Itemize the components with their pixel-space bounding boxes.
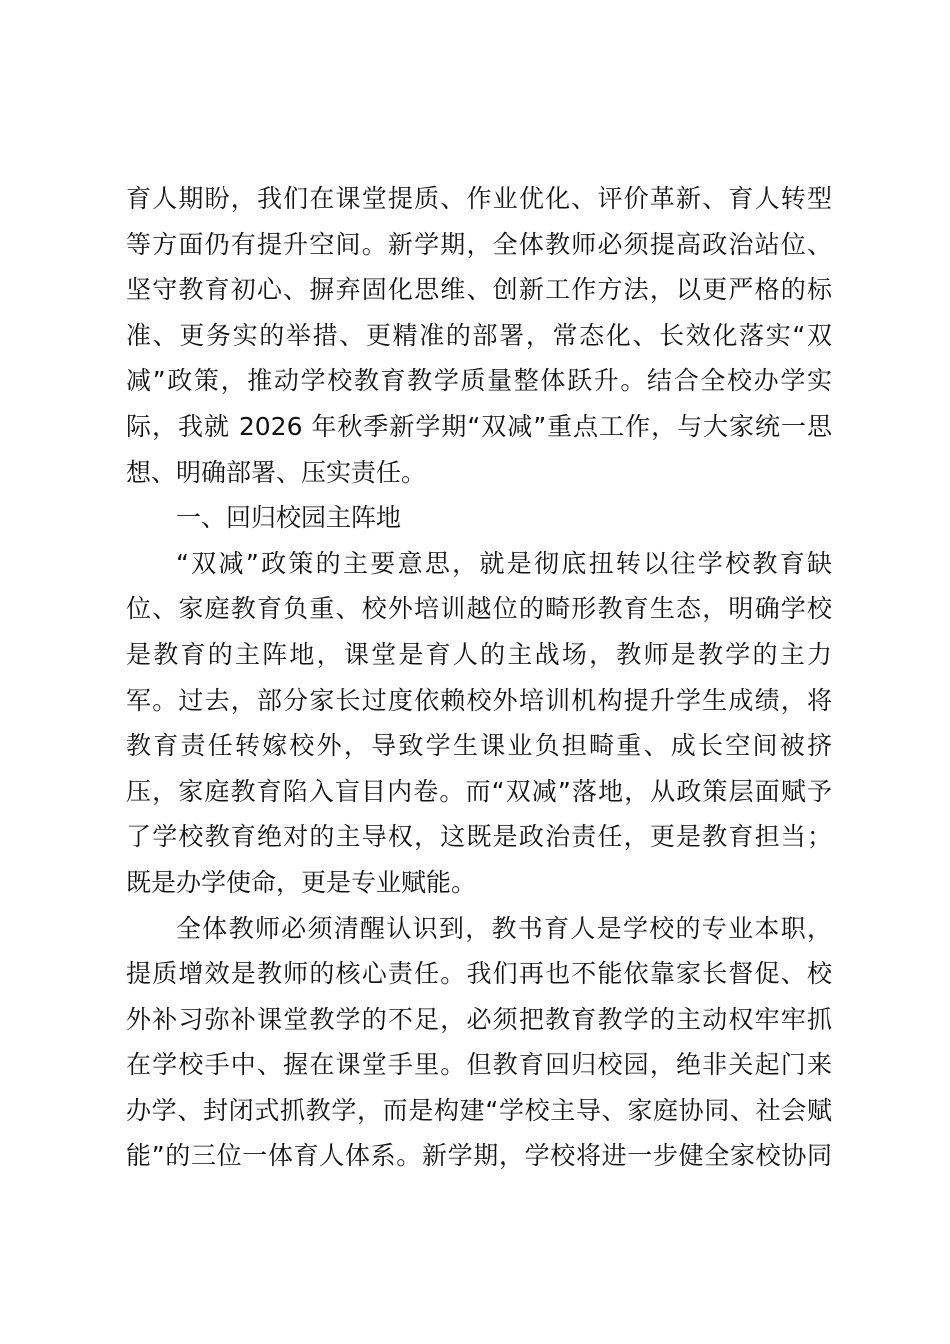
text-line: 在学校手中、握在课堂手里。但教育回归校园，绝非关起门来 [126, 1050, 832, 1080]
text-line: 提质增效是教师的核心责任。我们再也不能依靠家长督促、校 [126, 959, 832, 989]
text-line: 军。过去，部分家长过度依赖校外培训机构提升学生成绩，将 [126, 685, 832, 715]
text-line: 是教育的主阵地，课堂是育人的主战场，教师是教学的主力 [126, 639, 832, 669]
text-line: 位、家庭教育负重、校外培训越位的畸形教育生态，明确学校 [126, 594, 832, 624]
paragraph-1 [126, 176, 832, 495]
text-line: 育人期盼，我们在课堂提质、作业优化、评价革新、育人转型 [126, 184, 832, 213]
text-line: 压，家庭教育陷入盲目内卷。而“双减”落地，从政策层面赋予 [126, 776, 832, 806]
paragraph-2 [126, 541, 832, 906]
text-line: 办学、封闭式抓教学，而是构建“学校主导、家庭协同、社会赋 [126, 1095, 832, 1125]
text-line: 等方面仍有提升空间。新学期，全体教师必须提高政治站位、 [126, 229, 832, 259]
text-line: 既是办学使命，更是专业赋能。 [126, 867, 477, 897]
text-line: 教育责任转嫁校外，导致学生课业负担畸重、成长空间被挤 [126, 731, 832, 761]
text-line: 了学校教育绝对的主导权，这既是政治责任，更是教育担当； [126, 822, 832, 852]
text-line: 全体教师必须清醒认识到，教书育人是学校的专业本职， [176, 913, 832, 943]
text-line: 想、明确部署、压实责任。 [126, 457, 427, 487]
text-line: 减”政策，推动学校教育教学质量整体跃升。结合全校办学实 [126, 366, 832, 396]
paragraph-3 [126, 906, 832, 1180]
text-line: 外补习弥补课堂教学的不足，必须把教育教学的主动权牢牢抓 [126, 1004, 832, 1034]
text-line: 能”的三位一体育人体系。新学期，学校将进一步健全家校协同 [126, 1141, 832, 1171]
text-line: 准、更务实的举措、更精准的部署，常态化、长效化落实“双 [126, 320, 832, 350]
section-heading [126, 495, 832, 541]
text-line: 坚守教育初心、摒弃固化思维、创新工作方法，以更严格的标 [126, 275, 832, 305]
text-line: 际，我就 2026 年秋季新学期“双减”重点工作，与大家统一思 [126, 411, 832, 441]
text-line: “双减”政策的主要意思，就是彻底扭转以往学校教育缺 [176, 548, 832, 578]
body-text [126, 176, 832, 1179]
heading-text: 一、回归校园主阵地 [176, 503, 402, 533]
